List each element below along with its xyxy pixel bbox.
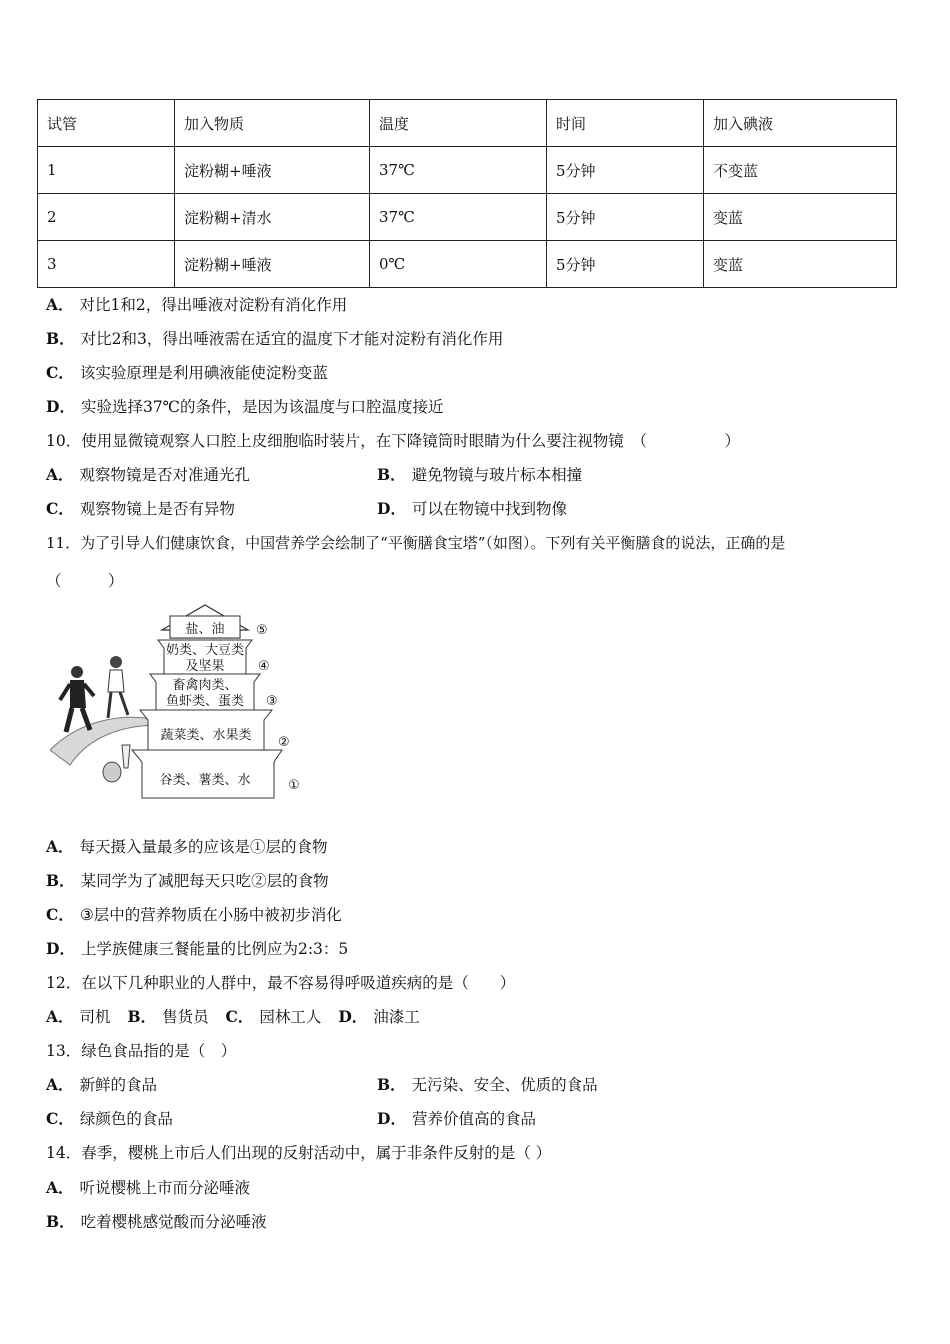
q13-option-d bbox=[377, 1107, 536, 1129]
option-letter: C． bbox=[225, 1007, 254, 1026]
q12-option-d bbox=[338, 1008, 419, 1026]
option-text: 园林工人 bbox=[259, 1008, 322, 1026]
option-text: 营养价值高的食品 bbox=[411, 1110, 536, 1128]
q13-option-b bbox=[377, 1073, 598, 1095]
q9-option-c bbox=[46, 361, 328, 383]
pagoda-layer-4-number: ④ bbox=[258, 659, 270, 674]
table-cell: 变蓝 bbox=[704, 241, 897, 288]
option-text: 观察物镜是否对准通光孔 bbox=[79, 466, 251, 484]
q11-stem-bracket: （ ） bbox=[46, 572, 124, 590]
balanced-diet-pagoda-figure bbox=[50, 600, 310, 805]
table-cell: 0℃ bbox=[370, 241, 547, 288]
q10-option-b bbox=[377, 463, 582, 485]
runner-man-icon bbox=[60, 666, 94, 732]
table-cell: 5分钟 bbox=[547, 194, 704, 241]
option-letter: D． bbox=[46, 939, 75, 958]
option-letter: D． bbox=[338, 1007, 368, 1026]
table-cell: 淀粉糊+唾液 bbox=[175, 147, 370, 194]
option-letter: B． bbox=[46, 871, 75, 890]
experiment-table bbox=[37, 99, 897, 288]
water-bottle-icon bbox=[103, 745, 130, 782]
option-letter: D． bbox=[377, 1109, 406, 1128]
q9-option-d bbox=[46, 395, 444, 417]
option-letter: B． bbox=[377, 1075, 406, 1094]
pagoda-layer-4-label-b: 及坚果 bbox=[185, 659, 225, 674]
q13-stem: 13．绿色食品指的是（ ） bbox=[46, 1042, 237, 1060]
option-letter: A． bbox=[46, 295, 74, 314]
q12-option-b bbox=[127, 1008, 208, 1026]
option-text: 司机 bbox=[79, 1008, 111, 1026]
table-header-cell: 试管 bbox=[38, 100, 175, 147]
table-cell: 3 bbox=[38, 241, 175, 288]
option-text: 油漆工 bbox=[373, 1008, 420, 1026]
option-text: 对比1和2，得出唾液对淀粉有消化作用 bbox=[79, 296, 348, 314]
option-letter: A． bbox=[46, 1007, 74, 1026]
q10-option-a bbox=[46, 463, 250, 485]
option-text: 某同学为了减肥每天只吃②层的食物 bbox=[80, 872, 329, 890]
option-letter: C． bbox=[46, 499, 74, 518]
option-letter: A． bbox=[46, 1075, 74, 1094]
option-text: 观察物镜上是否有异物 bbox=[79, 500, 235, 518]
table-header-cell: 加入物质 bbox=[175, 100, 370, 147]
q12-options bbox=[46, 1005, 432, 1027]
option-letter: C． bbox=[46, 363, 74, 382]
q11-option-a bbox=[46, 835, 328, 857]
option-text: 可以在物镜中找到物像 bbox=[411, 500, 567, 518]
option-letter: A． bbox=[46, 837, 74, 856]
pagoda-layer-2-label: 蔬菜类、水果类 bbox=[160, 728, 252, 743]
option-text: 新鲜的食品 bbox=[79, 1076, 158, 1094]
table-cell: 37℃ bbox=[370, 194, 547, 241]
table-cell: 5分钟 bbox=[547, 241, 704, 288]
option-text: 对比2和3，得出唾液需在适宜的温度下才能对淀粉有消化作用 bbox=[80, 330, 504, 348]
option-letter: D． bbox=[46, 397, 75, 416]
option-text: 上学族健康三餐能量的比例应为2:3：5 bbox=[80, 940, 349, 958]
option-text: 听说樱桃上市而分泌唾液 bbox=[79, 1179, 251, 1197]
pagoda-layer-3-label-b: 鱼虾类、蛋类 bbox=[165, 694, 245, 709]
option-text: 无污染、安全、优质的食品 bbox=[411, 1076, 598, 1094]
q14-stem: 14．春季，樱桃上市后人们出现的反射活动中，属于非条件反射的是（ ） bbox=[46, 1144, 552, 1162]
q14-option-a bbox=[46, 1176, 250, 1198]
option-letter: A． bbox=[46, 465, 74, 484]
option-text: 避免物镜与玻片标本相撞 bbox=[411, 466, 583, 484]
q11-stem: 11．为了引导人们健康饮食，中国营养学会绘制了“平衡膳食宝塔”（如图）。下列有关平衡膳食的说法，正确的是 bbox=[46, 534, 786, 552]
table-cell: 2 bbox=[38, 194, 175, 241]
q13-option-a bbox=[46, 1073, 157, 1095]
option-text: 每天摄入量最多的应该是①层的食物 bbox=[79, 838, 328, 856]
pagoda-layer-5-number: ⑤ bbox=[256, 623, 268, 638]
q11-option-c bbox=[46, 903, 342, 925]
option-letter: C． bbox=[46, 905, 74, 924]
q9-option-b bbox=[46, 327, 503, 349]
option-letter: B． bbox=[377, 465, 406, 484]
pagoda-layer-3-number: ③ bbox=[266, 694, 278, 709]
table-cell: 不变蓝 bbox=[704, 147, 897, 194]
q12-option-c bbox=[226, 1008, 322, 1026]
table-cell: 淀粉糊+清水 bbox=[175, 194, 370, 241]
pagoda-layer-1-number: ① bbox=[288, 778, 300, 793]
option-text: 绿颜色的食品 bbox=[79, 1110, 173, 1128]
table-cell: 5分钟 bbox=[547, 147, 704, 194]
option-text: 该实验原理是利用碘液能使淀粉变蓝 bbox=[79, 364, 328, 382]
pagoda-layer-2-number: ② bbox=[278, 735, 290, 750]
option-text: 售货员 bbox=[162, 1008, 209, 1026]
option-text: 实验选择37℃的条件，是因为该温度与口腔温度接近 bbox=[80, 398, 444, 416]
option-text: 吃着樱桃感觉酸而分泌唾液 bbox=[80, 1213, 267, 1231]
table-header-cell: 温度 bbox=[370, 100, 547, 147]
table-header-cell: 加入碘液 bbox=[704, 100, 897, 147]
pagoda-layer-3-label-a: 畜禽肉类、 bbox=[172, 678, 238, 693]
q10-option-d bbox=[377, 497, 567, 519]
q12-stem: 12．在以下几种职业的人群中，最不容易得呼吸道疾病的是（ ） bbox=[46, 974, 516, 992]
option-letter: B． bbox=[46, 329, 75, 348]
table-row bbox=[38, 147, 897, 194]
pagoda-layer-1-label: 谷类、薯类、水 bbox=[159, 773, 251, 788]
option-text: ③层中的营养物质在小肠中被初步消化 bbox=[79, 906, 342, 924]
option-letter: C． bbox=[46, 1109, 74, 1128]
pagoda-layer-5-label: 盐、油 bbox=[185, 622, 225, 637]
table-header-row bbox=[38, 100, 897, 147]
q12-option-a bbox=[46, 1008, 111, 1026]
table-header-cell: 时间 bbox=[547, 100, 704, 147]
table-row bbox=[38, 241, 897, 288]
q9-option-a bbox=[46, 293, 347, 315]
table-cell: 淀粉糊+唾液 bbox=[175, 241, 370, 288]
q10-stem: 10．使用显微镜观察人口腔上皮细胞临时装片，在下降镜筒时眼睛为什么要注视物镜 （ ） bbox=[46, 432, 740, 450]
q11-option-b bbox=[46, 869, 329, 891]
option-letter: B． bbox=[127, 1007, 157, 1026]
q13-option-c bbox=[46, 1107, 173, 1129]
option-letter: B． bbox=[46, 1212, 75, 1231]
pagoda-layer-4-label-a: 奶类、大豆类 bbox=[165, 643, 245, 658]
table-cell: 1 bbox=[38, 147, 175, 194]
q10-option-c bbox=[46, 497, 235, 519]
runner-woman-icon bbox=[108, 656, 128, 718]
option-letter: A． bbox=[46, 1178, 74, 1197]
table-row bbox=[38, 194, 897, 241]
table-cell: 37℃ bbox=[370, 147, 547, 194]
q14-option-b bbox=[46, 1210, 267, 1232]
table-cell: 变蓝 bbox=[704, 194, 897, 241]
q11-option-d bbox=[46, 937, 348, 959]
option-letter: D． bbox=[377, 499, 406, 518]
